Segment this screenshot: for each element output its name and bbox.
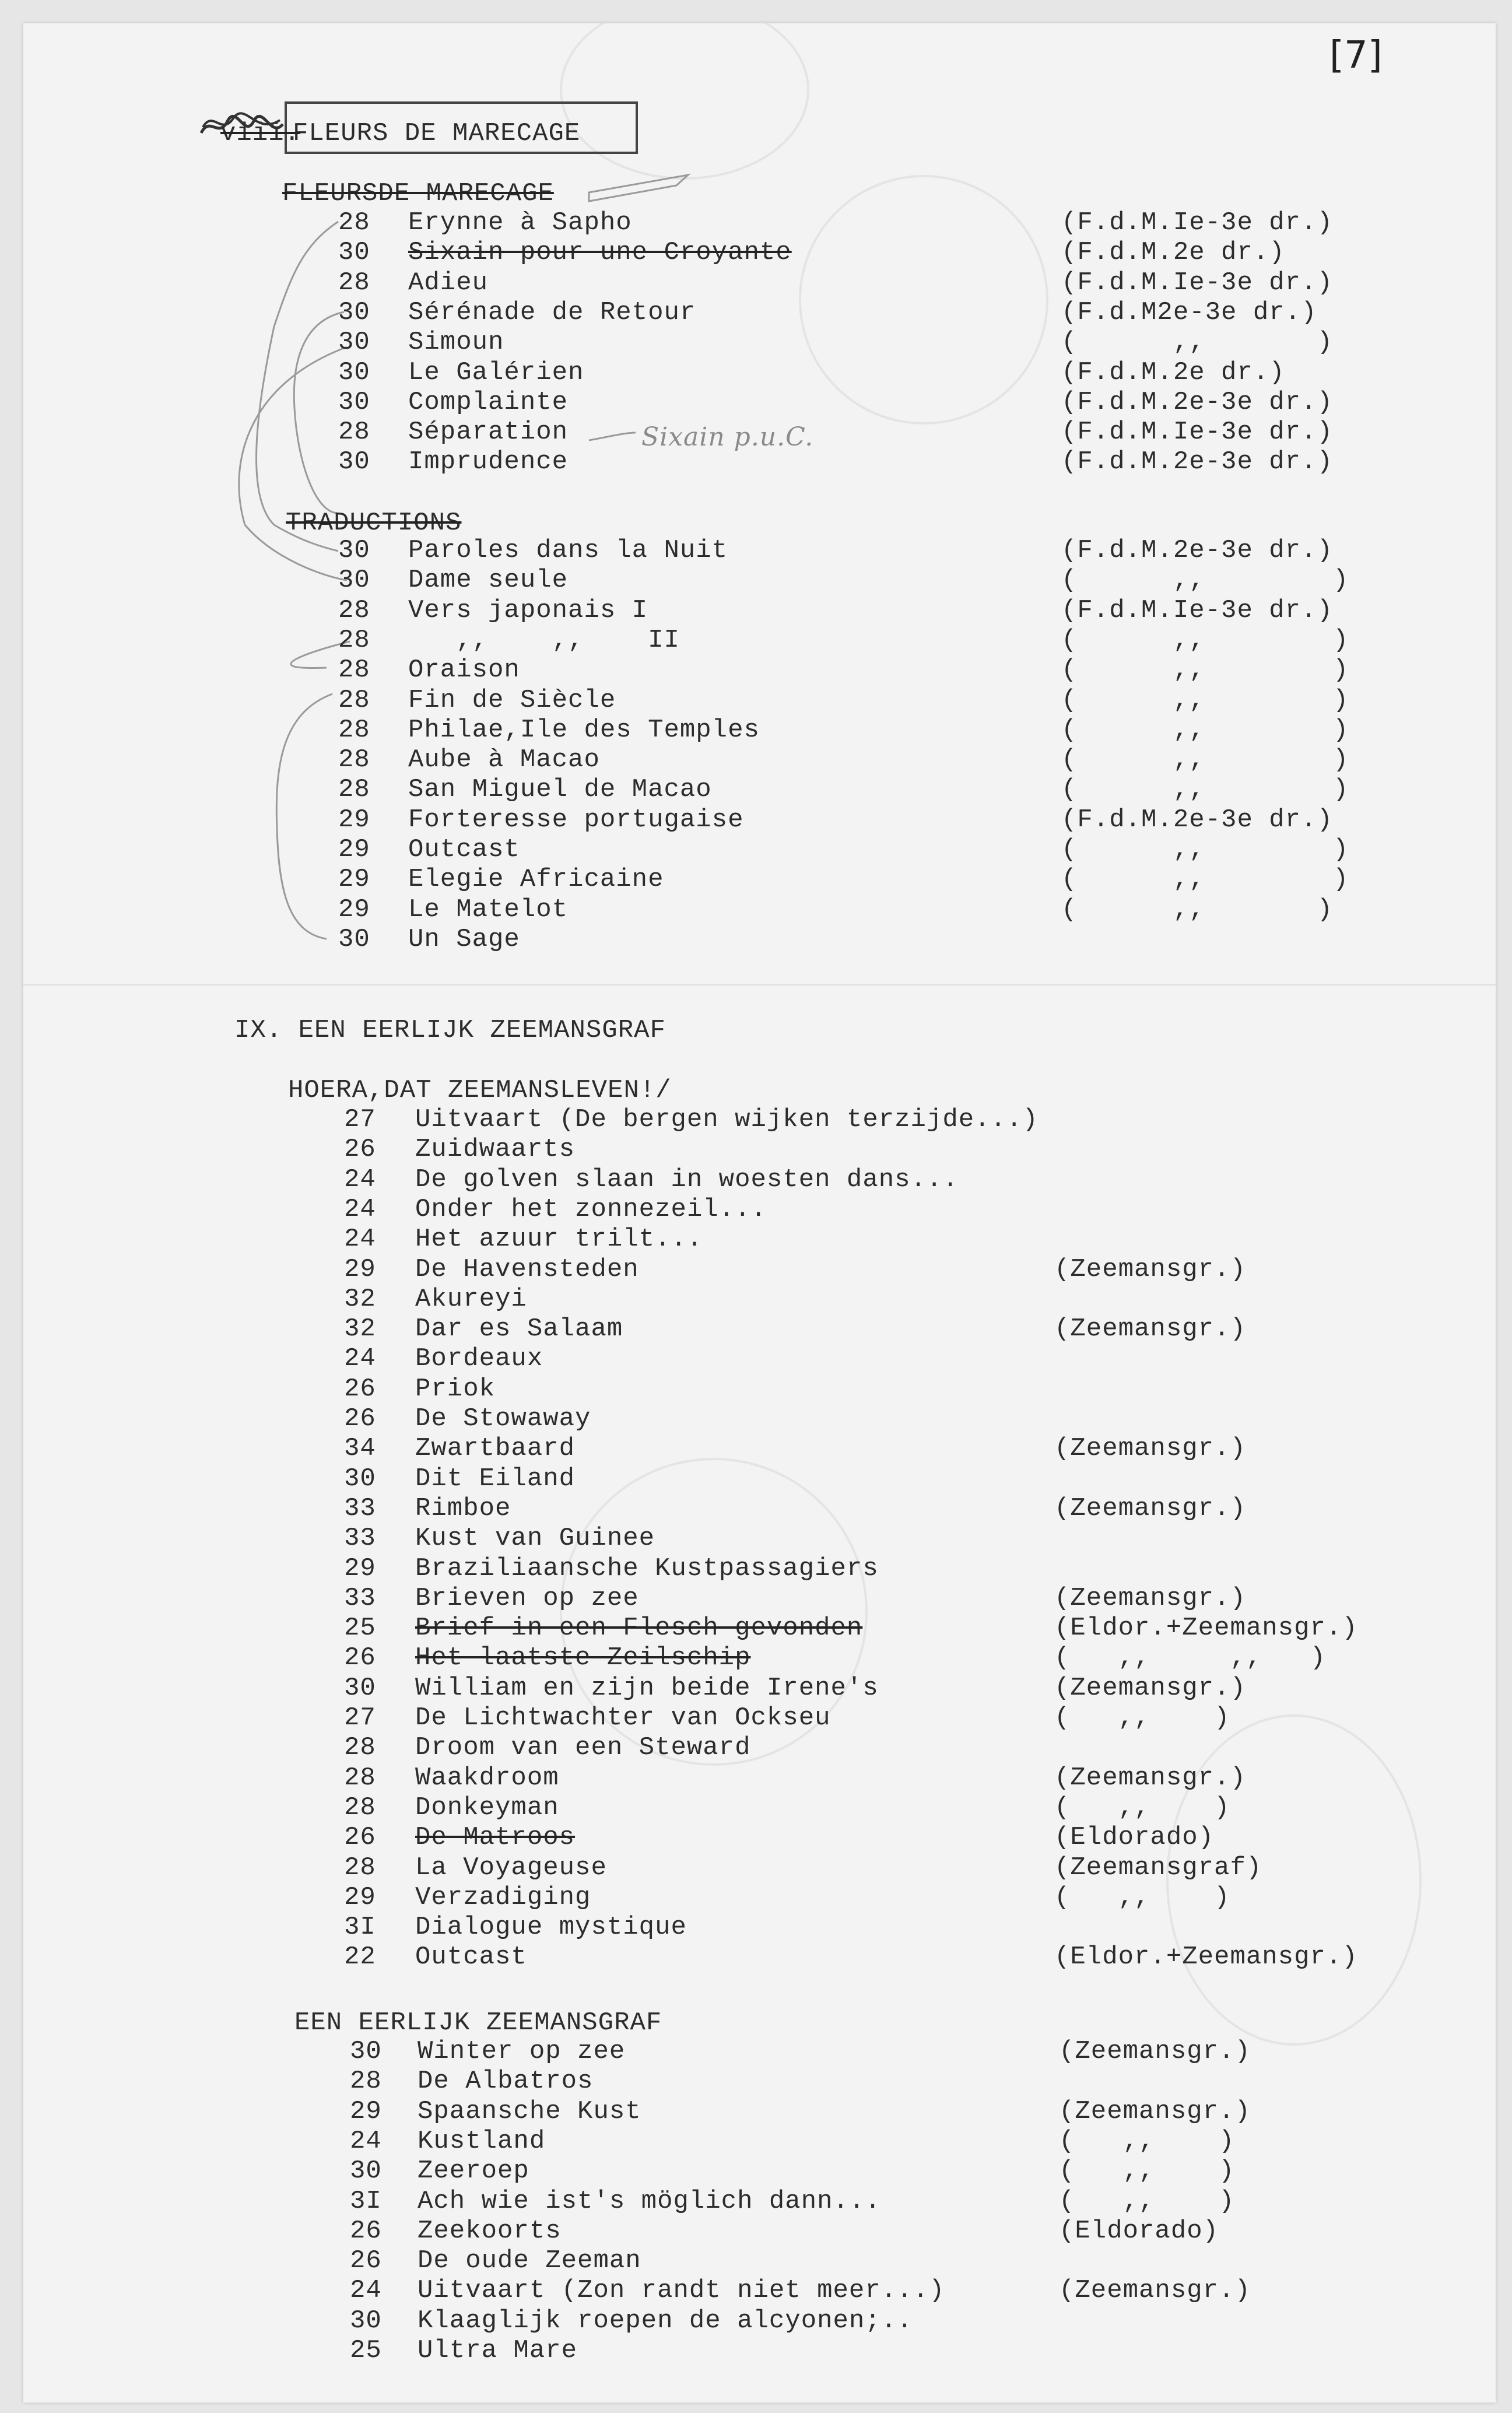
- item-number: 24: [344, 1225, 376, 1254]
- item-note: (F.d.M.2e dr.): [1061, 238, 1285, 268]
- item-title: ,, ,, II: [408, 625, 680, 655]
- item-note: ( ,, ): [1061, 775, 1349, 805]
- item-title: San Miguel de Macao: [408, 775, 712, 805]
- item-number: 32: [344, 1284, 376, 1314]
- item-note: (Zeemansgr.): [1054, 1254, 1246, 1284]
- item-number: 3I: [350, 2186, 382, 2216]
- item-title: Aube à Macao: [408, 745, 600, 775]
- item-title: Braziliaansche Kustpassagiers: [415, 1553, 879, 1583]
- item-note: (Zeemansgr.): [1059, 2276, 1251, 2306]
- item-note: ( ,, ): [1061, 715, 1349, 745]
- item-title: Uitvaart (Zon randt niet meer...): [418, 2276, 945, 2306]
- item-note: (Eldorado): [1054, 1823, 1215, 1853]
- item-number: 3I: [344, 1913, 376, 1942]
- item-note: ( ,, ,, ): [1054, 1643, 1326, 1673]
- item-number: 28: [338, 418, 370, 447]
- item-title: Waakdroom: [415, 1763, 559, 1793]
- item-title: La Voyageuse: [415, 1853, 607, 1882]
- item-title: Sixain pour une Croyante: [408, 238, 792, 268]
- item-title: De Havensteden: [415, 1254, 639, 1284]
- item-number: 30: [338, 447, 370, 477]
- item-note: (F.d.M.2e-3e dr.): [1061, 805, 1333, 834]
- section-heading: IX. EEN EERLIJK ZEEMANSGRAF: [234, 1016, 666, 1045]
- item-number: 32: [344, 1314, 376, 1344]
- section-heading: TRADUCTIONS: [286, 508, 462, 538]
- item-note: (F.d.M2e-3e dr.): [1061, 297, 1317, 327]
- item-number: 26: [344, 1135, 376, 1165]
- item-note: ( ,, ): [1054, 1882, 1230, 1912]
- item-note: (Eldorado): [1059, 2216, 1219, 2246]
- item-note: ( ,, ): [1061, 835, 1349, 864]
- item-title: De Lichtwachter van Ockseu: [415, 1703, 831, 1732]
- item-title: Philae,Ile des Temples: [408, 715, 760, 745]
- item-number: 28: [338, 595, 370, 625]
- item-number: 28: [344, 1793, 376, 1822]
- item-title: Zwartbaard: [415, 1434, 576, 1464]
- item-note: (F.d.M.2e-3e dr.): [1061, 447, 1333, 477]
- item-number: 28: [338, 268, 370, 297]
- item-title: Complainte: [408, 387, 569, 417]
- boxed-heading: FLEURS DE MARECAGE: [293, 119, 581, 148]
- item-number: 29: [344, 1553, 376, 1583]
- item-note: (F.d.M.Ie-3e dr.): [1061, 208, 1333, 237]
- section-subheading: HOERA,DAT ZEEMANSLEVEN!/: [288, 1076, 672, 1105]
- item-title: Dame seule: [408, 566, 569, 595]
- item-title: Paroles dans la Nuit: [408, 536, 728, 565]
- item-number: 27: [344, 1703, 376, 1732]
- item-note: (F.d.M.Ie-3e dr.): [1061, 418, 1333, 447]
- item-title: Dar es Salaam: [415, 1314, 623, 1344]
- item-number: 28: [338, 625, 370, 655]
- item-title: Droom van een Steward: [415, 1733, 751, 1763]
- item-title: Uitvaart (De bergen wijken terzijde...): [415, 1105, 1039, 1134]
- item-title: Ultra Mare: [418, 2336, 578, 2365]
- item-number: 29: [344, 1254, 376, 1284]
- item-note: (Eldor.+Zeemansgr.): [1054, 1614, 1358, 1643]
- item-number: 27: [344, 1105, 376, 1134]
- item-title: Verzadiging: [415, 1882, 591, 1912]
- item-number: 29: [338, 805, 370, 834]
- item-number: 26: [344, 1643, 376, 1673]
- item-note: ( ,, ): [1059, 2126, 1235, 2156]
- item-title: Séparation: [408, 418, 569, 447]
- item-number: 28: [350, 2067, 382, 2096]
- item-number: 26: [344, 1823, 376, 1853]
- item-title: Dit Eiland: [415, 1464, 576, 1493]
- item-title: Elegie Africaine: [408, 865, 664, 895]
- item-title: Outcast: [415, 1942, 527, 1972]
- item-note: ( ,, ): [1061, 895, 1333, 924]
- item-number: 26: [350, 2246, 382, 2276]
- item-title: Le Matelot: [408, 895, 569, 924]
- item-number: 28: [344, 1853, 376, 1882]
- item-note: (Zeemansgr.): [1054, 1673, 1246, 1703]
- item-note: (Zeemansgraf): [1054, 1853, 1262, 1882]
- item-title: De golven slaan in woesten dans...: [415, 1165, 959, 1194]
- item-note: (Zeemansgr.): [1054, 1493, 1246, 1523]
- item-number: 24: [350, 2126, 382, 2156]
- item-title: Kust van Guinee: [415, 1524, 655, 1553]
- item-title: De Stowaway: [415, 1404, 591, 1433]
- item-number: 24: [344, 1165, 376, 1194]
- item-title: De Albatros: [418, 2067, 594, 2096]
- item-note: (Zeemansgr.): [1054, 1763, 1246, 1793]
- item-title: Brief in een Flesch gevonden: [415, 1614, 863, 1643]
- item-note: ( ,, ): [1054, 1793, 1230, 1822]
- item-note: (Eldor.+Zeemansgr.): [1054, 1942, 1358, 1972]
- item-number: 28: [338, 775, 370, 805]
- item-number: 28: [344, 1733, 376, 1763]
- struck-heading: FLEURSDE MARECAGE: [282, 179, 554, 208]
- item-title: Bordeaux: [415, 1344, 543, 1374]
- item-number: 33: [344, 1493, 376, 1523]
- item-title: Winter op zee: [418, 2037, 626, 2066]
- item-title: Rimboe: [415, 1493, 511, 1523]
- item-number: 30: [338, 357, 370, 387]
- item-number: 30: [338, 924, 370, 954]
- item-number: 28: [338, 715, 370, 745]
- item-title: Le Galérien: [408, 357, 584, 387]
- item-note: ( ,, ): [1061, 566, 1349, 595]
- item-note: (F.d.M.Ie-3e dr.): [1061, 595, 1333, 625]
- item-title: Dialogue mystique: [415, 1913, 687, 1942]
- item-title: William en zijn beide Irene's: [415, 1673, 879, 1703]
- item-title: Fin de Siècle: [408, 685, 616, 715]
- item-title: Het azuur trilt...: [415, 1225, 703, 1254]
- item-number: 26: [350, 2216, 382, 2246]
- item-number: 29: [344, 1882, 376, 1912]
- item-number: 24: [344, 1194, 376, 1224]
- item-title: Zeeroep: [418, 2156, 529, 2186]
- item-number: 28: [344, 1763, 376, 1793]
- item-title: Klaaglijk roepen de alcyonen;..: [418, 2306, 913, 2335]
- item-note: ( ,, ): [1054, 1703, 1230, 1732]
- item-title: De Matroos: [415, 1823, 576, 1853]
- item-note: ( ,, ): [1061, 745, 1349, 775]
- item-title: Adieu: [408, 268, 489, 297]
- section-heading: EEN EERLIJK ZEEMANSGRAF: [294, 2008, 662, 2037]
- item-title: Forteresse portugaise: [408, 805, 744, 834]
- item-number: 29: [338, 835, 370, 864]
- item-number: 30: [350, 2037, 382, 2066]
- item-note: ( ,, ): [1059, 2186, 1235, 2216]
- item-note: (Zeemansgr.): [1054, 1434, 1246, 1464]
- item-number: 26: [344, 1374, 376, 1404]
- item-number: 30: [338, 387, 370, 417]
- item-note: (Zeemansgr.): [1059, 2096, 1251, 2126]
- item-title: Imprudence: [408, 447, 569, 477]
- item-title: De oude Zeeman: [418, 2246, 641, 2276]
- item-title: Donkeyman: [415, 1793, 559, 1822]
- item-title: Onder het zonnezeil...: [415, 1194, 767, 1224]
- item-title: Simoun: [408, 328, 504, 357]
- item-number: 29: [350, 2096, 382, 2126]
- item-number: 29: [338, 865, 370, 895]
- item-number: 33: [344, 1583, 376, 1613]
- item-note: (F.d.M.2e-3e dr.): [1061, 536, 1333, 565]
- item-note: (Zeemansgr.): [1059, 2037, 1251, 2066]
- item-title: Outcast: [408, 835, 520, 864]
- item-title: Brieven op zee: [415, 1583, 639, 1613]
- item-number: 29: [338, 895, 370, 924]
- item-number: 30: [350, 2306, 382, 2335]
- item-number: 30: [338, 238, 370, 268]
- heading-prefix: viii.: [220, 119, 301, 148]
- item-title: Kustland: [418, 2126, 546, 2156]
- item-number: 25: [350, 2336, 382, 2365]
- item-number: 30: [338, 536, 370, 565]
- page-number: [7]: [1329, 34, 1383, 77]
- item-title: Ach wie ist's möglich dann...: [418, 2186, 881, 2216]
- item-title: Het laatste Zeilschip: [415, 1643, 751, 1673]
- item-note: (F.d.M.Ie-3e dr.): [1061, 268, 1333, 297]
- item-number: 24: [350, 2276, 382, 2306]
- item-number: 30: [338, 566, 370, 595]
- item-number: 28: [338, 655, 370, 685]
- item-title: Sérénade de Retour: [408, 297, 696, 327]
- item-title: Zeekoorts: [418, 2216, 562, 2246]
- item-title: Spaansche Kust: [418, 2096, 641, 2126]
- item-number: 30: [344, 1464, 376, 1493]
- item-note: ( ,, ): [1061, 625, 1349, 655]
- item-note: (F.d.M.2e dr.): [1061, 357, 1285, 387]
- item-number: 30: [350, 2156, 382, 2186]
- item-number: 30: [338, 297, 370, 327]
- item-note: ( ,, ): [1061, 328, 1333, 357]
- item-note: ( ,, ): [1061, 865, 1349, 895]
- item-note: ( ,, ): [1061, 655, 1349, 685]
- item-number: 28: [338, 208, 370, 237]
- item-note: ( ,, ): [1061, 685, 1349, 715]
- item-number: 30: [344, 1673, 376, 1703]
- pencil-note: Sixain p.u.C.: [641, 422, 814, 452]
- item-note: (Zeemansgr.): [1054, 1314, 1246, 1344]
- item-title: Vers japonais I: [408, 595, 648, 625]
- item-number: 33: [344, 1524, 376, 1553]
- item-title: Oraison: [408, 655, 520, 685]
- item-number: 26: [344, 1404, 376, 1433]
- item-note: (F.d.M.2e-3e dr.): [1061, 387, 1333, 417]
- item-number: 24: [344, 1344, 376, 1374]
- item-number: 28: [338, 685, 370, 715]
- item-note: (Zeemansgr.): [1054, 1583, 1246, 1613]
- item-number: 28: [338, 745, 370, 775]
- item-number: 22: [344, 1942, 376, 1972]
- item-title: Priok: [415, 1374, 496, 1404]
- item-number: 34: [344, 1434, 376, 1464]
- item-title: Zuidwaarts: [415, 1135, 576, 1165]
- item-number: 30: [338, 328, 370, 357]
- item-title: Un Sage: [408, 924, 520, 954]
- item-number: 25: [344, 1614, 376, 1643]
- item-title: Erynne à Sapho: [408, 208, 632, 237]
- item-note: ( ,, ): [1059, 2156, 1235, 2186]
- item-title: Akureyi: [415, 1284, 527, 1314]
